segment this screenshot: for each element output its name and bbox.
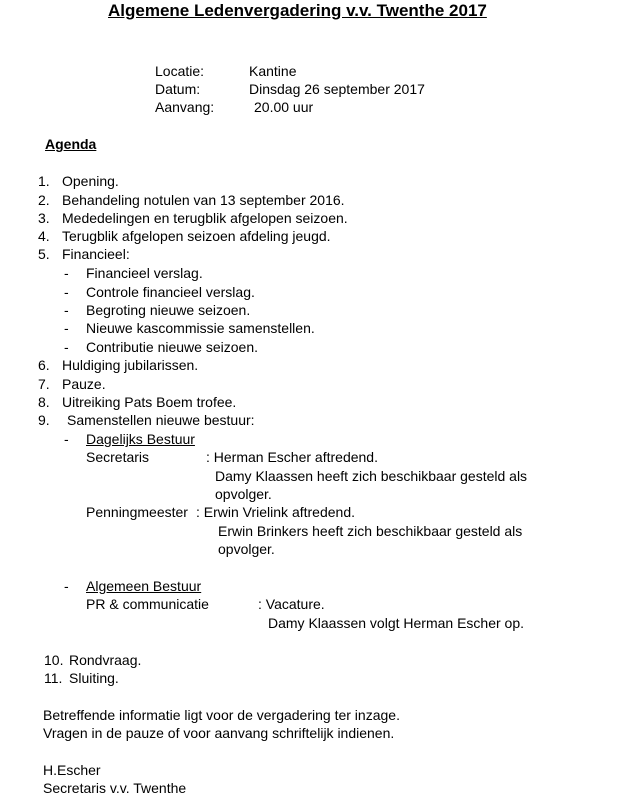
pr-label: PR & communicatie — [86, 596, 209, 612]
sub-item-dash: - — [64, 265, 69, 281]
agenda-item-text: Rondvraag. — [69, 652, 142, 668]
algemeen-bestuur-heading: Algemeen Bestuur — [86, 578, 202, 594]
agenda-item-number: 10. — [44, 652, 64, 668]
agenda-item-number: 1. — [38, 173, 50, 189]
sub-item-text: Begroting nieuwe seizoen. — [86, 302, 251, 318]
secretaris-line: opvolger. — [215, 486, 272, 502]
agenda-item-text: Terugblik afgelopen seizoen afdeling jeugd. — [62, 228, 331, 244]
agenda-item-text: Behandeling notulen van 13 september 2016. — [62, 192, 345, 208]
info-text: Betreffende informatie ligt voor de vergadering ter inzage. — [43, 707, 400, 723]
agenda-item-text: Opening. — [62, 173, 119, 189]
datum-label: Datum: — [155, 81, 201, 97]
bestuur-dash: - — [64, 431, 69, 447]
signature-role: Secretaris v.v. Twenthe — [43, 780, 187, 796]
agenda-item-number: 8. — [38, 394, 50, 410]
page-title: Algemene Ledenvergadering v.v. Twenthe 2017 — [108, 1, 487, 20]
sub-item-dash: - — [64, 284, 69, 300]
signature-name: H.Escher — [43, 762, 101, 778]
agenda-item-text: Samenstellen nieuwe bestuur: — [67, 412, 255, 428]
info-text: Vragen in de pauze of voor aanvang schriftelijk indienen. — [43, 725, 395, 741]
secretaris-label: Secretaris — [86, 449, 150, 465]
sub-item-text: Controle financieel verslag. — [86, 284, 255, 300]
aanvang-value: 20.00 uur — [254, 99, 314, 115]
agenda-item-text: Sluiting. — [69, 670, 119, 686]
agenda-item-number: 4. — [38, 228, 50, 244]
penningmeester-line: : Erwin Vrielink aftredend. — [196, 504, 355, 520]
sub-item-text: Financieel verslag. — [86, 265, 203, 281]
penningmeester-line: Erwin Brinkers heeft zich beschikbaar gesteld als — [218, 523, 523, 539]
datum-value: Dinsdag 26 september 2017 — [249, 81, 425, 97]
pr-line: : Vacature. — [258, 596, 325, 612]
locatie-label: Locatie: — [155, 63, 205, 79]
agenda-item-number: 7. — [38, 376, 50, 392]
agenda-item-number: 5. — [38, 246, 50, 262]
agenda-item-number: 9. — [38, 412, 50, 428]
agenda-item-text: Pauze. — [62, 376, 106, 392]
sub-item-text: Contributie nieuwe seizoen. — [86, 339, 258, 355]
agenda-item-number: 2. — [38, 192, 50, 208]
sub-item-text: Nieuwe kascommissie samenstellen. — [86, 320, 315, 336]
agenda-item-text: Financieel: — [62, 246, 130, 262]
secretaris-line: Damy Klaassen heeft zich beschikbaar gesteld als — [215, 468, 528, 484]
locatie-value: Kantine — [249, 63, 297, 79]
agenda-item-number: 6. — [38, 357, 50, 373]
penningmeester-line: opvolger. — [218, 541, 275, 557]
pr-line: Damy Klaassen volgt Herman Escher op. — [268, 615, 524, 631]
agenda-item-number: 3. — [38, 210, 50, 226]
agenda-heading: Agenda — [45, 136, 97, 152]
penningmeester-label: Penningmeester — [86, 504, 188, 520]
agenda-item-text: Huldiging jubilarissen. — [62, 357, 199, 373]
aanvang-label: Aanvang: — [155, 99, 215, 115]
dagelijks-bestuur-heading: Dagelijks Bestuur — [86, 431, 195, 447]
agenda-item-text: Mededelingen en terugblik afgelopen seizoen. — [62, 210, 348, 226]
sub-item-dash: - — [64, 320, 69, 336]
sub-item-dash: - — [64, 339, 69, 355]
bestuur-dash: - — [64, 578, 69, 594]
agenda-item-number: 11. — [44, 670, 63, 686]
sub-item-dash: - — [64, 302, 69, 318]
agenda-item-text: Uitreiking Pats Boem trofee. — [62, 394, 237, 410]
secretaris-line: : Herman Escher aftredend. — [206, 449, 378, 465]
